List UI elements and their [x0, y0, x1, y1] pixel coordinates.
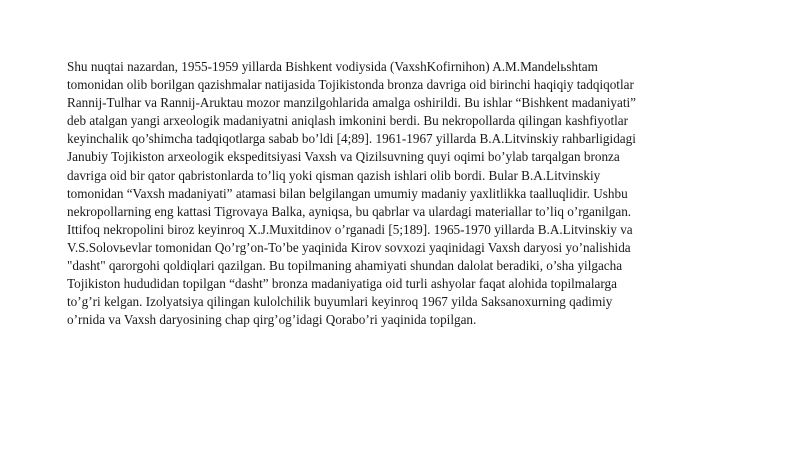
paragraph-line: deb atalgan yangi arxeologik madaniyatni aniqlash imkonini berdi. Bu nekropollarda qilingan kashfiyotlar	[67, 113, 629, 129]
paragraph-line: "dasht" qarorgohi qoldiqlari qazilgan. Bu topilmaning ahamiyati shundan dalolat beradiki, o’sha yilgacha	[67, 258, 623, 274]
body-paragraph	[67, 58, 743, 329]
paragraph-line: to’g’ri kelgan. Izolyatsiya qilingan kulolchilik buyumlari keyinroq 1967 yilda Saksanoxurning qadimiy	[67, 294, 613, 310]
paragraph-line: Rannij-Tulhar va Rannij-Aruktau mozor manzilgohlarida amalga oshirildi. Bu ishlar “Bishkent madaniyati”	[67, 95, 637, 111]
paragraph-line: o’rnida va Vaxsh daryosining chap qirg’og’idagi Qorabo’ri yaqinida topilgan.	[67, 312, 477, 328]
paragraph-line: tomonidan “Vaxsh madaniyati” atamasi bilan belgilangan umumiy madaniy yaxlitlikka taalluqlidir. Ushbu	[67, 185, 628, 201]
paragraph-line: V.S.Solovьevlar tomonidan Qo’rg’on-To’be yaqinida Kirov sovxozi yaqinidagi Vaxsh daryosi yo’nalishida	[67, 239, 631, 255]
paragraph-line: nekropollarning eng kattasi Tigrovaya Balka, ayniqsa, bu qabrlar va ulardagi materiallar to’liq o’rganilgan.	[67, 203, 632, 219]
paragraph-line: Janubiy Tojikiston arxeologik ekspeditsiyasi Vaxsh va Qizilsuvning quyi oqimi bo’ylab tarqalgan bronza	[67, 149, 620, 165]
paragraph-line: tomonidan olib borilgan qazishmalar natijasida Tojikistonda bronza davriga oid birinchi haqiqiy tadqiqotlar	[67, 77, 634, 93]
paragraph-line: keyinchalik qo’shimcha tadqiqotlarga sabab bo’ldi [4;89]. 1961-1967 yillarda B.A.Litvinskiy rahbarligidagi	[67, 131, 636, 147]
paragraph-line: Shu nuqtai nazardan, 1955-1959 yillarda Bishkent vodiysida (VaxshKofirnihon) A.M.Mandelьshtam	[67, 59, 598, 74]
paragraph-line: Ittifoq nekropolini biroz keyinroq X.J.Muxitdinov o’rganadi [5;189]. 1965-1970 yillarda B.A.Litvinskiy va	[67, 221, 633, 237]
paragraph-line: davriga oid bir qator qabristonlarda to’liq yoki qisman qazish ishlari olib bordi. Bular B.A.Litvinskiy	[67, 167, 601, 183]
paragraph-line: Tojikiston hududidan topilgan “dasht” bronza madaniyatiga oid turli ashyolar faqat alohida topilmalarga	[67, 276, 617, 292]
